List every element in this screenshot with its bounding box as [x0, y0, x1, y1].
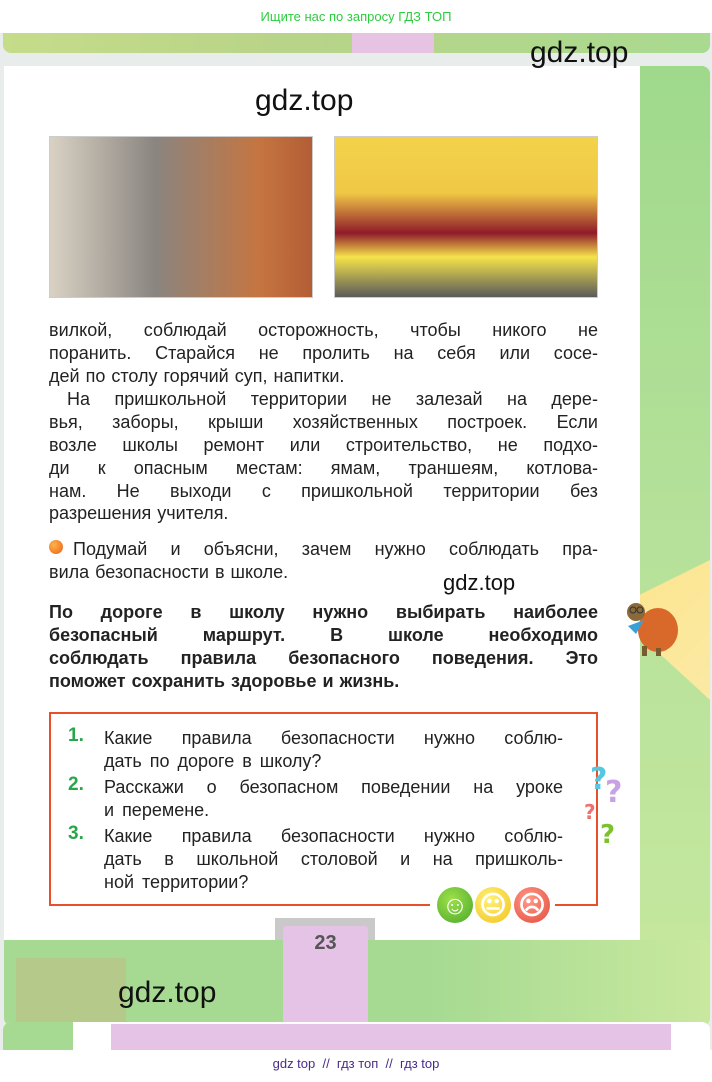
word: о [206, 777, 217, 797]
word: залезай [415, 389, 483, 409]
word: дать [104, 849, 142, 869]
word: траншеям, [408, 458, 499, 478]
question-number: 1. [68, 725, 84, 746]
word: Не [116, 481, 140, 501]
word: с [261, 481, 271, 501]
word: дере- [551, 389, 598, 409]
question-number: 3. [68, 823, 84, 844]
turtle-mascot-icon [618, 598, 680, 660]
word: нам. [49, 481, 87, 501]
text-line [49, 647, 598, 669]
word: опасным [133, 458, 208, 478]
question-mark-icon: ? [605, 775, 623, 810]
word: пришкольной [114, 389, 227, 409]
word: Подумай [73, 539, 148, 559]
word: дей [49, 366, 80, 386]
word: суп, [234, 366, 268, 386]
word: и [104, 800, 115, 820]
word: никого [492, 320, 547, 340]
word: соблюдать [49, 648, 149, 668]
question-number: 2. [68, 774, 84, 795]
word: и [170, 539, 181, 559]
word: школьной [196, 849, 279, 869]
word: дороге [177, 751, 235, 771]
word: правила [181, 826, 252, 846]
word: учителя. [157, 503, 229, 523]
word: в [164, 849, 174, 869]
word: возле [49, 435, 97, 455]
word: ямам, [330, 458, 381, 478]
word: без [569, 481, 598, 501]
word: наиболее [513, 602, 598, 622]
word: осторожность, [258, 320, 379, 340]
word: На [67, 389, 91, 409]
word: соблю- [504, 728, 563, 748]
word: на [507, 389, 527, 409]
word: соблюдать [448, 539, 540, 559]
word: в [242, 751, 252, 771]
text-line [49, 319, 598, 341]
word: местам: [235, 458, 303, 478]
word: территории [443, 481, 540, 501]
text-line [49, 457, 598, 479]
search-banner: Ищите нас по запросу ГДЗ ТОП [0, 0, 712, 33]
word: крыши [208, 412, 264, 432]
text-line [49, 561, 598, 583]
word: столу [111, 366, 158, 386]
word: по [85, 366, 106, 386]
word: в [214, 562, 225, 582]
word: нужно [423, 728, 476, 748]
word: безопасности [280, 728, 395, 748]
word: не [258, 343, 279, 363]
word: безопасности [95, 562, 209, 582]
word: вила [49, 562, 90, 582]
word: безопасного [288, 648, 400, 668]
word: заборы, [112, 412, 179, 432]
word: поведении [361, 777, 451, 797]
word: поможет [49, 671, 126, 691]
word: пролить [302, 343, 370, 363]
word: территории? [142, 872, 249, 892]
previous-page-tab [352, 33, 434, 53]
word: школу? [259, 751, 322, 771]
word: безопасный [49, 625, 158, 645]
word: и [400, 849, 411, 869]
word: сосе- [553, 343, 598, 363]
word: объясни, [203, 539, 279, 559]
word: ремонт [203, 435, 265, 455]
watermark: gdz.top [118, 976, 217, 1009]
watermark: gdz.top [255, 84, 354, 117]
word: пришкольной [301, 481, 413, 501]
word: нужно [423, 826, 476, 846]
text-line [49, 365, 598, 387]
page-side-strip [640, 66, 710, 1026]
word: перемене. [122, 800, 210, 820]
word: необходимо [488, 625, 598, 645]
happy-face-icon: ☺ [437, 887, 473, 923]
word: котлова- [526, 458, 598, 478]
word: Расскажи [104, 777, 184, 797]
word: Старайся [155, 343, 235, 363]
word: чтобы [410, 320, 461, 340]
page-number: 23 [314, 932, 337, 954]
word: выходи [170, 481, 232, 501]
word: на [432, 849, 453, 869]
word: школу [229, 602, 285, 622]
word: школы [122, 435, 178, 455]
word: построек. [447, 412, 528, 432]
watermark: gdz.top [530, 36, 629, 69]
word: горячий [163, 366, 229, 386]
word: разрешения [49, 503, 152, 523]
word: вилкой, [49, 320, 113, 340]
watermark: gdz.top [443, 570, 516, 595]
word: ной [104, 872, 135, 892]
word: к [97, 458, 106, 478]
word: нужно [312, 602, 369, 622]
text-line [49, 411, 598, 433]
word: дать [104, 751, 142, 771]
text-line [49, 434, 598, 456]
word: ди [49, 458, 70, 478]
bullet-icon [49, 540, 63, 554]
word: на [393, 343, 414, 363]
word: В [330, 625, 344, 645]
word: подхо- [543, 435, 598, 455]
word: поведения. [431, 648, 534, 668]
question-mark-icon: ? [584, 800, 596, 824]
word: сохранить [131, 671, 225, 691]
word: По [49, 602, 73, 622]
word: или [499, 343, 531, 363]
word: по [149, 751, 170, 771]
word: школе. [230, 562, 289, 582]
word: на [473, 777, 494, 797]
word: Это [565, 648, 598, 668]
questions-box [49, 712, 598, 906]
word: дороге [100, 602, 163, 622]
word: Если [556, 412, 598, 432]
word: не [497, 435, 518, 455]
word: в [190, 602, 202, 622]
word: пра- [562, 539, 598, 559]
word: не [578, 320, 598, 340]
word: и [322, 671, 334, 691]
word: напитки. [273, 366, 345, 386]
question-mark-icon: ? [600, 820, 616, 850]
word: территории [250, 389, 348, 409]
word: уроке [516, 777, 563, 797]
decor-square [16, 958, 126, 1026]
word: безопасном [239, 777, 339, 797]
word: строительство, [345, 435, 473, 455]
word: маршрут. [202, 625, 286, 645]
text-line [49, 670, 598, 692]
word: столовой [300, 849, 378, 869]
word: Какие [104, 728, 153, 748]
text-line [67, 388, 598, 410]
word: выбирать [395, 602, 486, 622]
word: безопасности [280, 826, 395, 846]
word: нужно [374, 539, 426, 559]
word: или [289, 435, 321, 455]
word: жизнь. [339, 671, 400, 691]
neutral-face-icon: 😐︎ [475, 887, 511, 923]
question-mark-icon: ? [590, 762, 608, 797]
word: хозяйственных [292, 412, 418, 432]
text-line [49, 480, 598, 502]
word: зачем [301, 539, 352, 559]
sad-face-icon: ☹ [514, 887, 550, 923]
text-line [49, 342, 598, 364]
text-line [49, 601, 598, 623]
word: правила [180, 648, 257, 668]
word: не [371, 389, 392, 409]
word: школе [388, 625, 444, 645]
photo-school-corridor [49, 136, 313, 298]
text-line [73, 538, 598, 560]
word: соблюдай [143, 320, 227, 340]
word: соблю- [504, 826, 563, 846]
word: вья, [49, 412, 83, 432]
text-line [49, 502, 598, 524]
word: себя [437, 343, 476, 363]
word: правила [181, 728, 252, 748]
word: здоровье [231, 671, 317, 691]
word: пришколь- [475, 849, 563, 869]
footer-links: gdz top // гдз топ // гдз top [0, 1050, 712, 1082]
word: поранить. [49, 343, 132, 363]
word: Какие [104, 826, 153, 846]
photo-school-canteen [334, 136, 598, 298]
text-line [49, 624, 598, 646]
